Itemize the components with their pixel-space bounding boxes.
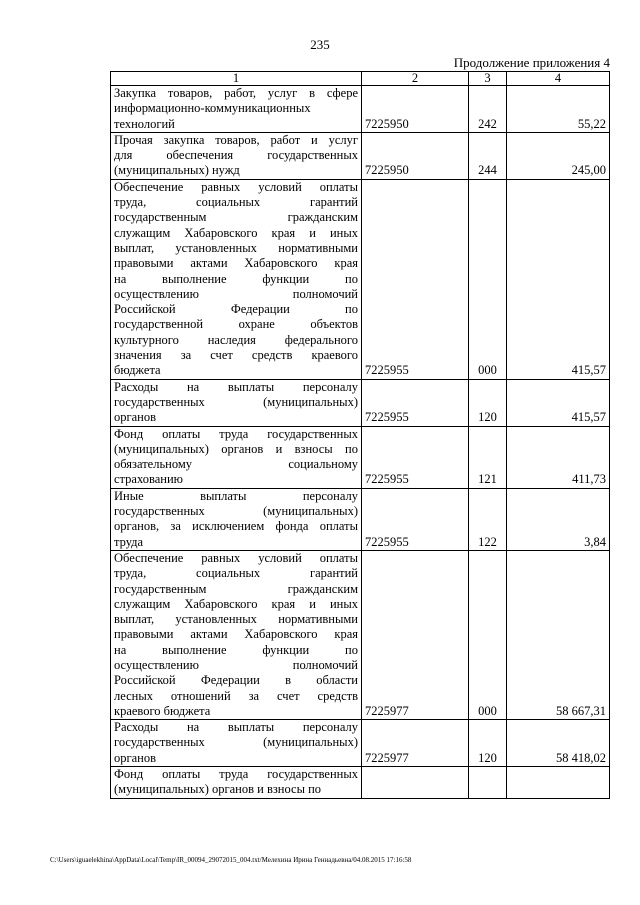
row-amount: 58 667,31 [507,550,610,719]
description-line: значения за счет средств краевого [114,348,358,363]
row-amount: 411,73 [507,426,610,488]
row-amount [507,767,610,799]
description-line: (муниципальных) органов и взносы по [114,441,358,456]
description-line: государственных (муниципальных) [114,394,358,409]
header-row [111,72,610,86]
description-line: обязательному социальному [114,457,358,472]
row-expense-type: 000 [469,550,507,719]
table-row [111,379,610,426]
row-amount: 415,57 [507,179,610,379]
description-line: служащим Хабаровского края и иных [114,596,358,611]
description-line: государственной охране объектов [114,317,358,332]
description-line: краевого бюджета [114,703,211,718]
row-amount: 55,22 [507,86,610,133]
description-line: Расходы на выплаты персоналу [114,379,358,394]
continuation-label: Продолжение приложения 4 [453,55,610,70]
table-row [111,720,610,767]
row-amount: 3,84 [507,488,610,550]
description-line: технологий [114,116,175,131]
budget-table [110,71,610,799]
description-line: Иные выплаты персоналу [114,488,358,503]
table-row [111,488,610,550]
description-line: лесных отношений за счет средств [114,688,358,703]
description-line: труда, социальных гарантий [114,195,358,210]
description-line: государственным гражданским [114,581,358,596]
description-line: (муниципальных) нужд [114,163,240,178]
row-target-code: 7225950 [362,86,469,133]
row-target-code [362,767,469,799]
row-target-code: 7225955 [362,179,469,379]
description-line: органов, за исключением фонда оплаты [114,519,358,534]
description-line: для обеспечения государственных [114,148,358,163]
description-line: на выполнение функции по [114,642,358,657]
description-line: Российской Федерации по [114,302,358,317]
row-description [111,488,362,550]
table-row [111,132,610,179]
row-target-code: 7225950 [362,132,469,179]
row-description [111,132,362,179]
row-expense-type [469,767,507,799]
description-line: Закупка товаров, работ, услуг в сфере [114,86,358,100]
row-target-code: 7225955 [362,379,469,426]
row-expense-type: 120 [469,720,507,767]
description-line: на выполнение функции по [114,271,358,286]
description-line: бюджета [114,363,161,378]
description-line: правовыми актами Хабаровского края [114,627,358,642]
description-line: Фонд оплаты труда государственных [114,767,358,782]
description-line: Обеспечение равных условий оплаты [114,179,358,194]
row-expense-type: 242 [469,86,507,133]
table-row [111,179,610,379]
description-line: государственных (муниципальных) [114,504,358,519]
row-description [111,379,362,426]
description-line: выплат, установленных нормативными [114,240,358,255]
file-path-footer: C:\Users\iguaelekhina\AppData\Local\Temp\IR_00094_29072015_004.txt/Мелехина Ирина Геннадьевна/04.08.2015 17:16:58 [50,856,412,864]
column-header-3: 3 [469,72,507,86]
description-line: государственных (муниципальных) [114,735,358,750]
description-line: правовыми актами Хабаровского края [114,256,358,271]
row-expense-type: 121 [469,426,507,488]
description-line: культурного наследия федерального [114,332,358,347]
description-line: Фонд оплаты труда государственных [114,426,358,441]
description-line: служащим Хабаровского края и иных [114,225,358,240]
table-row [111,550,610,719]
description-line: информационно-коммуникационных [114,101,311,116]
row-target-code: 7225955 [362,488,469,550]
page-number: 235 [310,37,330,52]
row-expense-type: 120 [469,379,507,426]
row-target-code: 7225955 [362,426,469,488]
description-line: труда [114,534,144,549]
description-line: страхованию [114,472,183,487]
description-line: (муниципальных) органов и взносы по [114,782,322,797]
table-row [111,86,610,133]
row-expense-type: 122 [469,488,507,550]
table-row [111,426,610,488]
description-line: Расходы на выплаты персоналу [114,720,358,735]
description-line: Обеспечение равных условий оплаты [114,550,358,565]
row-description [111,720,362,767]
table-row [111,767,610,799]
row-description [111,86,362,133]
description-line: Прочая закупка товаров, работ и услуг [114,132,358,147]
description-line: органов [114,410,157,425]
row-expense-type: 000 [469,179,507,379]
row-description [111,426,362,488]
description-line: труда, социальных гарантий [114,566,358,581]
row-description [111,767,362,799]
row-description [111,179,362,379]
row-expense-type: 244 [469,132,507,179]
description-line: выплат, установленных нормативными [114,612,358,627]
column-header-2: 2 [362,72,469,86]
row-amount: 58 418,02 [507,720,610,767]
row-amount: 245,00 [507,132,610,179]
row-description [111,550,362,719]
description-line: государственным гражданским [114,210,358,225]
row-target-code: 7225977 [362,720,469,767]
description-line: Российской Федерации в области [114,673,358,688]
description-line: органов [114,750,157,765]
column-header-4: 4 [507,72,610,86]
column-header-1: 1 [111,72,362,86]
description-line: осуществлению полномочий [114,286,358,301]
description-line: осуществлению полномочий [114,657,358,672]
row-amount: 415,57 [507,379,610,426]
row-target-code: 7225977 [362,550,469,719]
budget-table-body [111,72,610,799]
